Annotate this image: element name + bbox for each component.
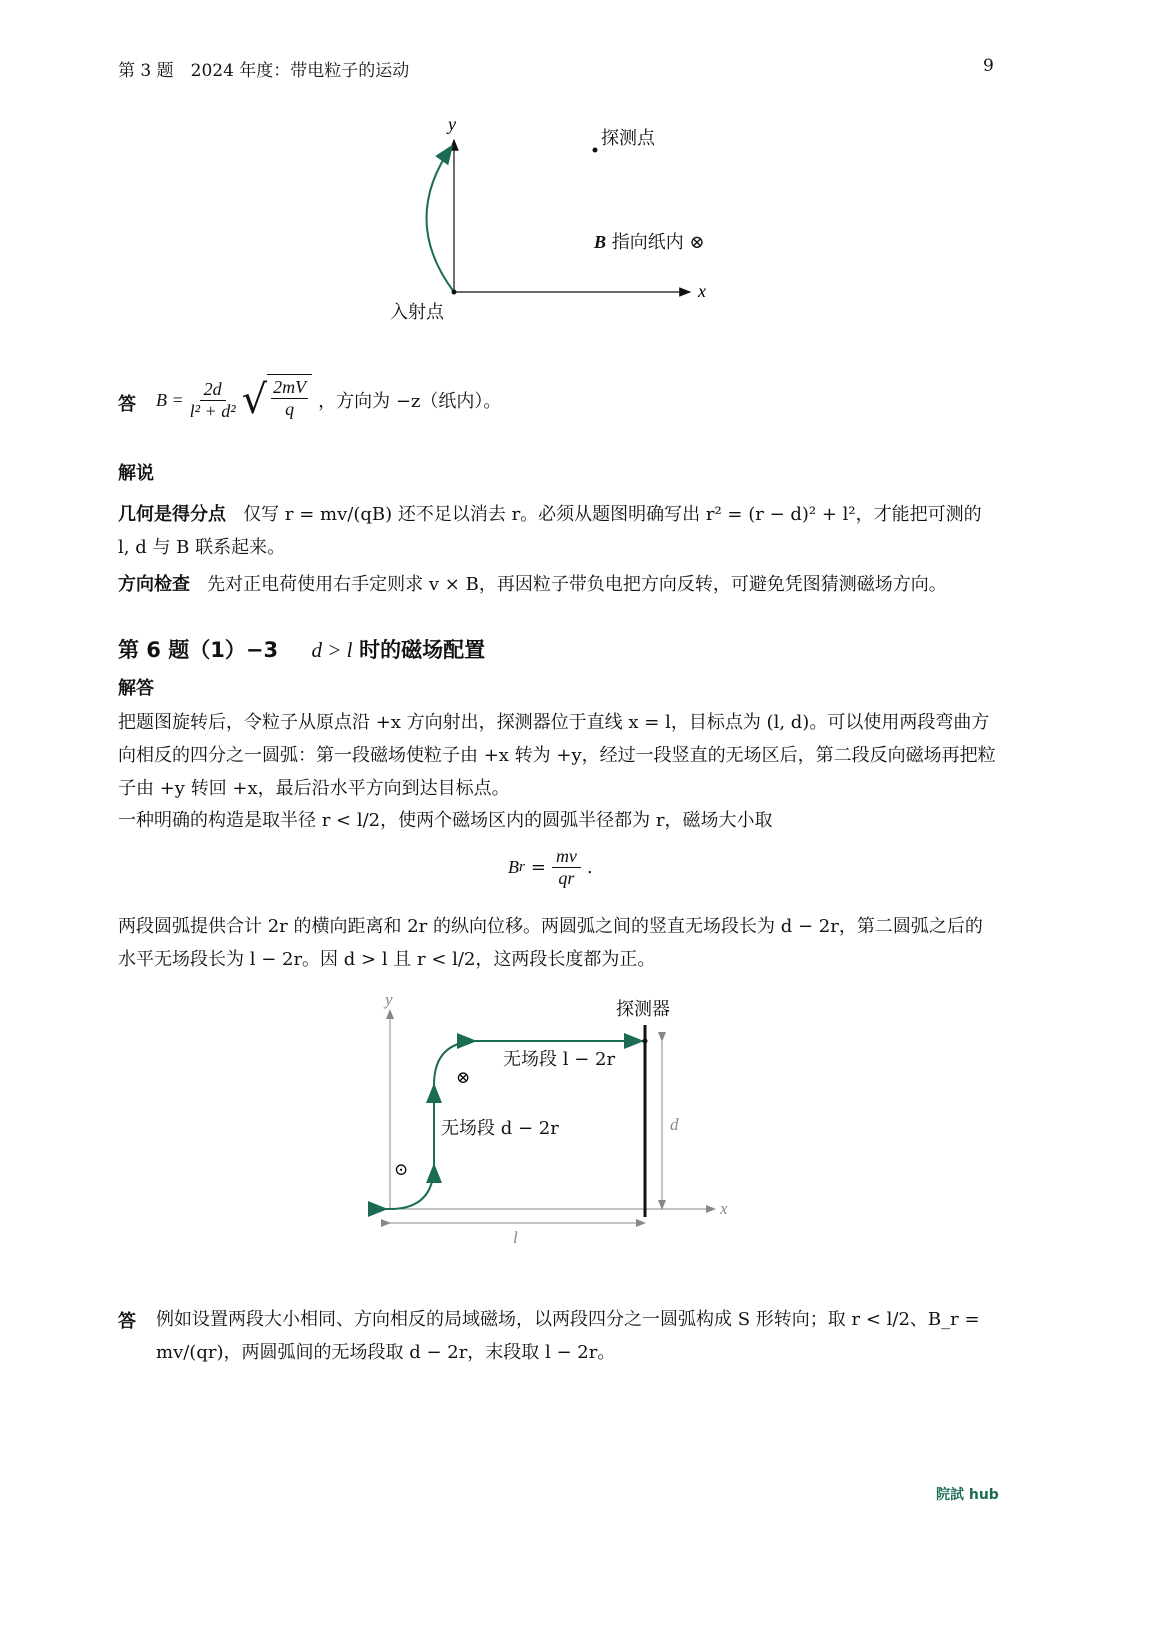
answer1-formula <box>156 368 501 432</box>
middle-field-free-label: 无场段 d − 2r <box>441 1118 559 1139</box>
explain-p1-label: 几何是得分点 <box>118 504 226 525</box>
detect-dot <box>593 148 598 153</box>
section-paragraph-2: 一种明确的构造是取半径 r < l/2，使两个磁场区内的圆弧半径都为 r，磁场大小取 <box>118 810 773 831</box>
field-b-symbol: B <box>594 232 607 252</box>
section-paragraph-3: 两段圆弧提供合计 2r 的横向距离和 2r 的纵向位移。两圆弧之间的竖直无场段长为 d − 2r，第二圆弧之后的水平无场段长为 l − 2r。因 d > l 且 r < l/2，这两段长度都为正。 <box>118 916 983 970</box>
answer1-sqrt: √ 2mV q <box>242 374 313 426</box>
field-direction-label <box>594 228 705 254</box>
top-field-free-label: 无场段 l − 2r <box>503 1049 616 1070</box>
field-out-symbol: ⊙ <box>394 1160 409 1179</box>
field-equation: B r = $\frac{mv}{qr}$ . <box>508 846 593 888</box>
explain-p2-label: 方向检查 <box>118 574 190 595</box>
particle-arc <box>426 146 454 292</box>
dim-l-label: l <box>513 1228 518 1247</box>
dim-d-label: d <box>670 1115 679 1134</box>
detector-label: 探测器 <box>616 999 670 1020</box>
section-title: 第 6 题（1）−3 d > l 时的磁场配置 <box>118 638 486 662</box>
entry-dot <box>452 290 457 295</box>
section-paragraph-1: 把题图旋转后，令粒子从原点沿 +x 方向射出，探测器位于直线 x = l，目标点为 (l, d)。可以使用两段弯曲方向相反的四分之一圆弧：第一段磁场使粒子由 +x 转为 +y，经过一段竖直的无场区后，第二段反向磁场再把粒子由 +y 转回 +x，最后沿水平方向到达目标点。 <box>118 712 996 799</box>
y-axis-label-2: y <box>385 990 393 1009</box>
answer2-text: 例如设置两段大小相同、方向相反的局域磁场，以两段四分之一圆弧构成 S 形转向；取 r < l/2、B_r = mv/(qr)，两圆弧间的无场段取 d − 2r，末段取 l − 2r。 <box>156 1309 980 1363</box>
running-header: 第 3 题 2024 年度：带电粒子的运动 <box>118 61 410 81</box>
y-axis-label: y <box>448 114 456 134</box>
answer1-fraction: $\frac{2d}{\text{l² + d²}}$ <box>189 378 236 421</box>
answer2-mark: 答 <box>118 1311 136 1332</box>
answer1-mark: 答 <box>118 394 136 415</box>
entry-point-label: 入射点 <box>390 302 444 323</box>
explain-p1-text: 仅写 r = mv/(qB) 还不足以消去 r。必须从题图明确写出 r² = (r − d)² + l²，才能把可测的 l, d 与 B 联系起来。 <box>118 504 982 558</box>
detect-point-label: 探测点 <box>601 128 655 149</box>
x-axis-label: x <box>698 281 706 301</box>
target-dot <box>643 1039 648 1044</box>
section-subheading: 解答 <box>118 678 154 699</box>
answer1-lhs: B = <box>156 389 184 410</box>
explain-paragraph-2 <box>118 568 998 601</box>
field-direction-text: 指向纸内 ⊗ <box>611 232 705 253</box>
answer1-tail: ，方向为 −z（纸内）。 <box>318 391 502 412</box>
page-number: 9 <box>983 56 994 76</box>
explain-heading: 解说 <box>118 463 154 484</box>
field-in-symbol: ⊗ <box>456 1068 471 1087</box>
figure-s-path <box>360 985 780 1260</box>
explain-p2-text: 先对正电荷使用右手定则求 v × B，再因粒子带负电把方向反转，可避免凭图猜测磁场方向。 <box>207 574 947 595</box>
footer-brand: 院試 hub <box>936 1487 999 1503</box>
figure-trajectory <box>380 110 740 330</box>
x-axis-label-2: x <box>720 1199 728 1218</box>
explain-paragraph-1 <box>118 498 998 564</box>
